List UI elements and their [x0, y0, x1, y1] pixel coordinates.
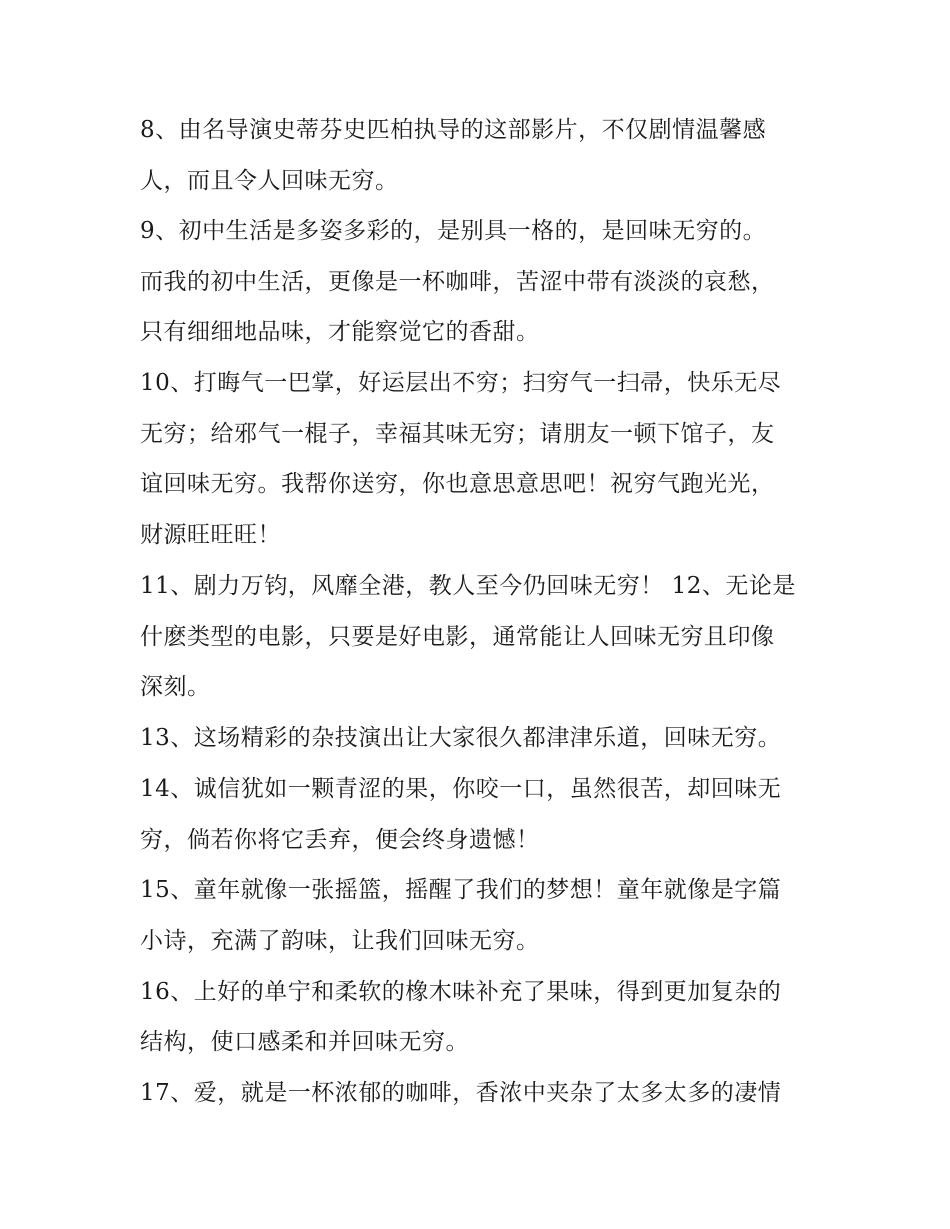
- text-line: 人，而且令人回味无穷。: [140, 168, 399, 194]
- text-line: 16、上好的单宁和柔软的橡木味补充了果味，得到更加复杂的: [140, 979, 782, 1005]
- text-line: 小诗，充满了韵味，让我们回味无穷。: [140, 928, 540, 954]
- text-line: 财源旺旺旺！: [140, 522, 281, 548]
- text-line: 9、初中生活是多姿多彩的，是别具一格的，是回味无穷的。: [140, 218, 767, 244]
- text-line: 而我的初中生活，更像是一杯咖啡，苦涩中带有淡淡的哀愁，: [140, 269, 775, 295]
- text-line: 无穷；给邪气一棍子，幸福其味无穷；请朋友一顿下馆子，友: [140, 421, 775, 447]
- text-line: 17、爱，就是一杯浓郁的咖啡，香浓中夹杂了太多太多的凄情: [140, 1080, 782, 1106]
- text-line: 深刻。: [140, 674, 211, 700]
- text-line: 8、由名导演史蒂芬史匹柏执导的这部影片，不仅剧情温馨感: [140, 117, 767, 143]
- text-line: 穷，倘若你将它丢弃，便会终身遗憾！: [140, 827, 540, 853]
- text-line: 什麽类型的电影，只要是好电影，通常能让人回味无穷且印像: [140, 624, 775, 650]
- text-line: 11、剧力万钧，风靡全港，教人至今仍回味无穷！ 12、无论是: [140, 573, 796, 599]
- text-line: 14、诚信犹如一颗青涩的果，你咬一口，虽然很苦，却回味无: [140, 776, 782, 802]
- text-line: 谊回味无穷。我帮你送穷，你也意思意思吧！祝穷气跑光光，: [140, 471, 775, 497]
- text-line: 13、这场精彩的杂技演出让大家很久都津津乐道，回味无穷。: [140, 725, 782, 751]
- text-line: 结构，使口感柔和并回味无穷。: [140, 1029, 469, 1055]
- text-line: 10、打晦气一巴掌，好运层出不穷；扫穷气一扫帚，快乐无尽: [140, 370, 782, 396]
- text-line: 15、童年就像一张摇篮，摇醒了我们的梦想！童年就像是字篇: [140, 877, 782, 903]
- text-line: 只有细细地品味，才能察觉它的香甜。: [140, 319, 540, 345]
